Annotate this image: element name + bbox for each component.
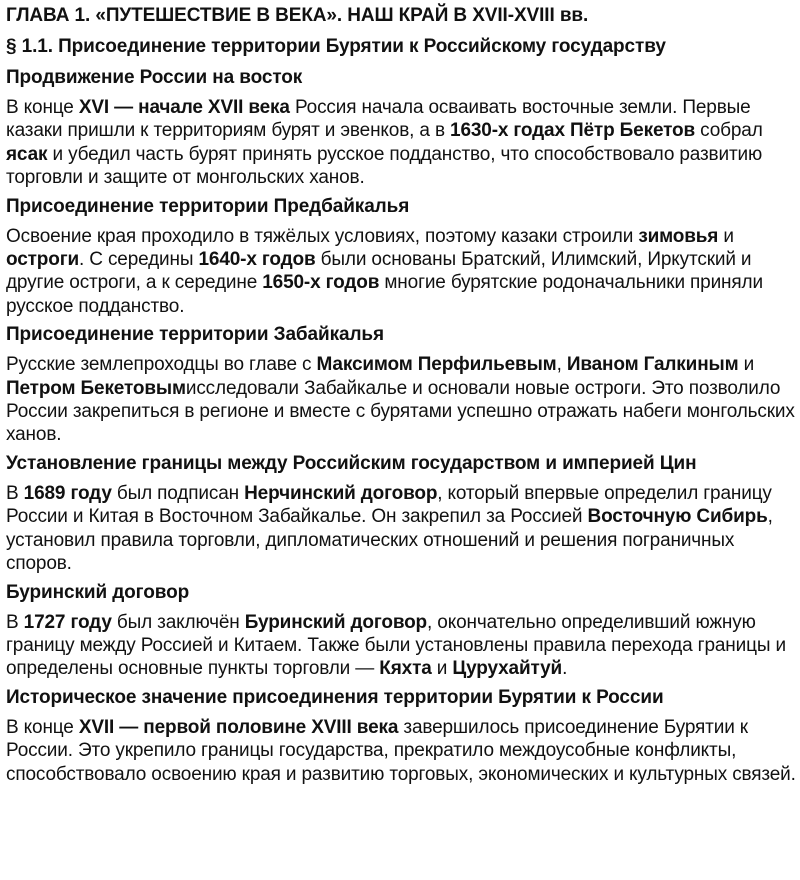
text-run: и	[718, 225, 734, 247]
section-block	[6, 323, 796, 447]
bold-run: 1650-х годов	[262, 272, 380, 294]
bold-run: зимовья	[638, 225, 719, 247]
section-heading: Историческое значение присоединения территории Бурятии к России	[6, 686, 664, 708]
section-heading: Присоединение территории Забайкалья	[6, 324, 385, 346]
text-run: был подписан	[111, 482, 245, 504]
text-run: , установил правила торговли, дипломатических отношений и решения пограничных споров.	[6, 506, 773, 575]
bold-run: Петром Бекетовым	[6, 377, 186, 399]
text-run: Освоение края проходило в тяжёлых условиях, поэтому казаки строили	[6, 225, 639, 247]
bold-run: 1640-х годов	[198, 249, 316, 271]
text-run: и	[738, 354, 755, 376]
text-run: В конце	[6, 716, 79, 738]
section-paragraph	[6, 482, 796, 576]
text-run: был заключён	[111, 611, 245, 633]
section-heading: Установление границы между Российским государством и империей Цин	[6, 452, 697, 474]
text-run: ,	[556, 354, 567, 376]
section-block	[6, 452, 796, 576]
bold-run: 1689 году	[23, 482, 112, 504]
text-run: .	[562, 658, 568, 680]
bold-run: 1630-х годах Пётр Бекетов	[450, 120, 696, 142]
text-run: собрал	[695, 120, 763, 142]
bold-run: остроги	[6, 249, 79, 271]
text-run: Русские землепроходцы во главе с	[6, 354, 317, 376]
section-paragraph	[6, 225, 796, 319]
bold-run: XVII — первой половине XVIII века	[78, 716, 399, 738]
section-block	[6, 686, 796, 786]
section-block	[6, 581, 796, 681]
text-run: , окончательно определивший южную границу между Россией и Китаем. Также были установлены правила перехода границы и определены основные пункты торговли —	[6, 611, 786, 680]
bold-run: Иваном Галкиным	[566, 354, 739, 376]
bold-run: Кяхта	[379, 658, 432, 680]
bold-run: Нерчинский договор	[244, 482, 438, 504]
section-paragraph	[6, 96, 796, 190]
text-run: были основаны Братский, Илимский, Иркутский и другие остроги, а к середине	[6, 249, 752, 294]
section-block	[6, 66, 796, 190]
text-run: и убедил часть бурят принять русское подданство, что способствовало развитию торговли и защите от монгольских ханов.	[6, 143, 763, 189]
text-run: исследовали Забайкалье и основали новые остроги. Это позволило России закрепиться в регионе и вместе с бурятами успешно отражать набеги монгольских ханов.	[6, 377, 795, 446]
section-heading: Присоединение территории Предбайкалья	[6, 195, 410, 217]
text-run: и	[431, 658, 453, 680]
text-run: Россия начала осваивать восточные земли. Первые казаки пришли к территориям бурят и эвенков, а в	[6, 97, 751, 142]
text-run: , который впервые определил границу России и Китая в Восточном Забайкалье. Он закрепил за Россией	[6, 482, 772, 528]
bold-run: Буринский договор	[244, 611, 428, 633]
bold-run: 1727 году	[23, 611, 112, 633]
bold-run: XVI — начале XVII века	[78, 97, 290, 118]
document-page	[6, 0, 796, 791]
text-run: В конце	[6, 97, 79, 118]
text-run: многие бурятские родоначальники приняли русское подданство.	[6, 272, 763, 317]
text-run: В	[6, 482, 24, 504]
text-run: . С середины	[78, 249, 199, 271]
section-paragraph	[6, 611, 796, 681]
section-heading: Продвижение России на восток	[6, 67, 303, 88]
chapter-title: ГЛАВА 1. «ПУТЕШЕСТВИЕ В ВЕКА». НАШ КРАЙ В XVII-XVIII вв.	[6, 5, 589, 26]
bold-run: Максимом Перфильевым	[316, 354, 557, 376]
bold-run: ясак	[6, 143, 48, 165]
section-heading: Буринский договор	[6, 581, 190, 603]
section-paragraph	[6, 353, 796, 447]
bold-run: Восточную Сибирь	[587, 506, 768, 528]
section-paragraph	[6, 716, 796, 786]
section-block	[6, 195, 796, 319]
text-run: В	[6, 611, 24, 633]
bold-run: Цурухайтуй	[452, 658, 563, 680]
section-title: § 1.1. Присоединение территории Бурятии к Российскому государству	[6, 36, 666, 57]
text-run: завершилось присоединение Бурятии к России. Это укрепило границы государства, прекратило междоусобные конфликты, способствовало освоению края и развитию торговых, экономических и культурных связей.	[6, 716, 796, 785]
